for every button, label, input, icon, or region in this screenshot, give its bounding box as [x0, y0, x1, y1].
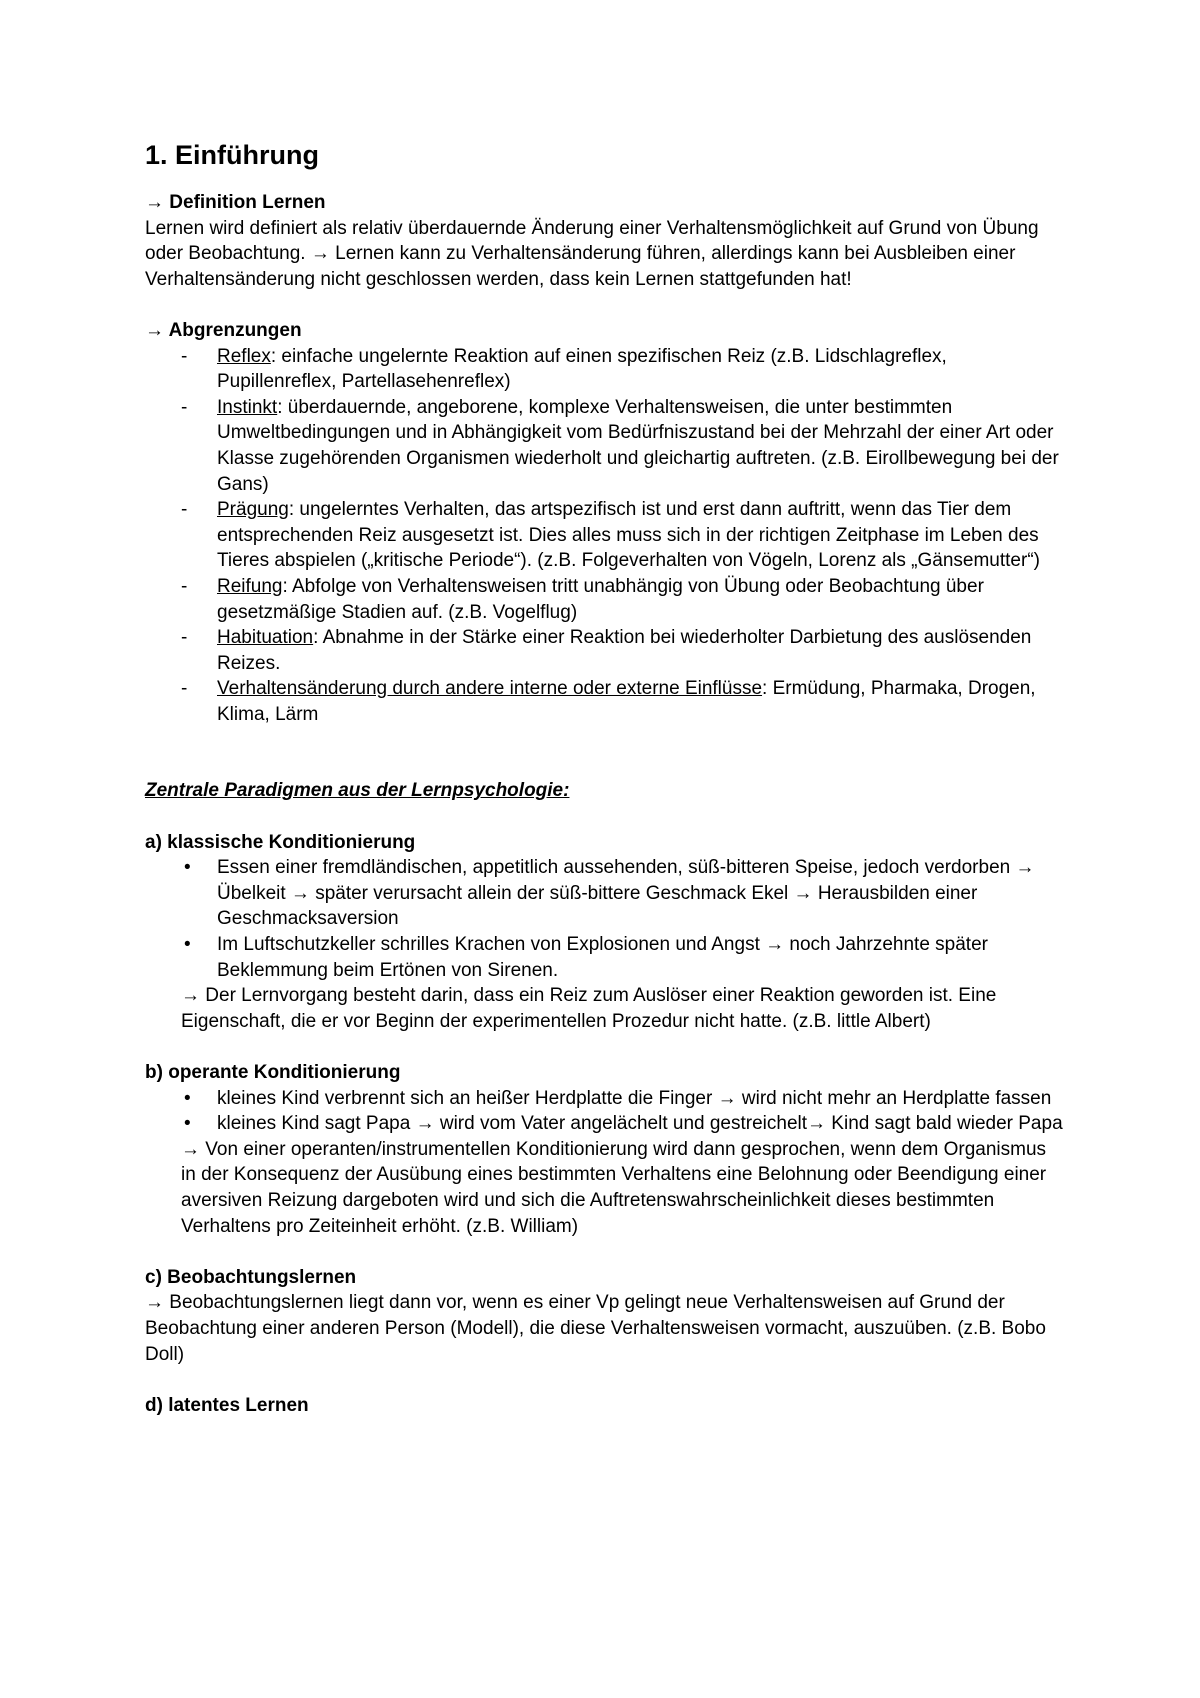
bullet-marker: •	[184, 1087, 191, 1109]
arrow-right-icon: →	[181, 985, 200, 1007]
dash-marker: -	[181, 627, 188, 649]
abgrenzungen-heading	[145, 318, 1065, 344]
arrow-right-icon: →	[145, 319, 164, 341]
term-praegung: Prägung	[217, 499, 289, 521]
bullet-marker: •	[184, 934, 191, 956]
latent-heading: d) latentes Lernen	[145, 1394, 309, 1416]
bullet-marker: •	[184, 857, 191, 879]
list-item	[181, 1086, 1065, 1112]
term-habituation: Habituation	[217, 627, 314, 649]
dash-marker: -	[181, 499, 188, 521]
klassisch-heading: a) klassische Konditionierung	[145, 831, 416, 853]
dash-marker: -	[181, 345, 188, 367]
arrow-right-icon: →	[145, 1292, 164, 1314]
dash-marker: -	[181, 396, 188, 418]
spacer	[145, 804, 1065, 830]
example-text: Essen einer fremdländischen, appetitlich aussehenden, süß-bitteren Speise, jedoch verdorben → Übelkeit → später verursacht allein der süß-bittere Geschmack Ekel → Herausbilden einer Geschmacksaversion	[217, 857, 1035, 930]
example-text: Im Luftschutzkeller schrilles Krachen von Explosionen und Angst → noch Jahrzehnte später Beklemmung beim Ertönen von Sirenen.	[217, 934, 988, 981]
bullet-marker: •	[184, 1113, 191, 1135]
term-description: : Abnahme in der Stärke einer Reaktion bei wiederholter Darbietung des auslösenden Reizes.	[217, 627, 1032, 674]
spacer	[145, 1239, 1065, 1265]
arrow-right-icon: →	[181, 1138, 200, 1160]
term-description: : Ermüdung, Pharmaka, Drogen, Klima, Lärm	[217, 678, 1036, 725]
term-instinkt: Instinkt	[217, 396, 278, 418]
list-item	[181, 497, 1065, 574]
operant-heading: b) operante Konditionierung	[145, 1062, 401, 1083]
example-text: kleines Kind sagt Papa → wird vom Vater angelächelt und gestreichelt→ Kind sagt bald wieder Papa	[217, 1113, 1063, 1135]
term-reflex: Reflex	[217, 345, 271, 367]
operant-conclusion	[145, 1137, 1065, 1239]
definition-text-2: Lernen kann zu Verhaltensänderung führen, allerdings kann bei Ausbleiben einer Verhaltensänderung nicht geschlossen werden, dass kein Lernen stattgefunden hat!	[145, 243, 1016, 290]
spacer	[145, 1034, 1065, 1060]
operant-list	[145, 1086, 1065, 1137]
abgrenzungen-list	[145, 344, 1065, 728]
term-description: : einfache ungelernte Reaktion auf einen spezifischen Reiz (z.B. Lidschlagreflex, Pupillenreflex, Partellasehenreflex)	[217, 345, 947, 393]
spacer	[145, 727, 1065, 778]
list-item	[181, 344, 1065, 395]
term-description: : ungelerntes Verhalten, das artspezifisch ist und erst dann auftritt, wenn das Tier dem entsprechenden Reiz ausgesetzt ist. Dies alles muss sich in der richtigen Zeitphase im Leben des Tieres abspielen („kritische Periode“). (z.B. Folgeverhalten von Vögeln, Lorenz als „Gänsemutter“)	[217, 499, 1040, 572]
list-item	[181, 676, 1065, 727]
list-item	[181, 932, 1065, 983]
spacer	[145, 1367, 1065, 1393]
paradigmen-heading: Zentrale Paradigmen aus der Lernpsychologie:	[145, 780, 570, 802]
beobachtung-paragraph	[145, 1290, 1065, 1367]
conclusion-text: Der Lernvorgang besteht darin, dass ein Reiz zum Auslöser einer Reaktion geworden ist. Eine Eigenschaft, die er vor Beginn der experimentellen Prozedur nicht hatte. (z.B. little Albert)	[181, 985, 997, 1032]
list-item	[181, 574, 1065, 625]
dash-marker: -	[181, 575, 188, 597]
conclusion-text: Von einer operanten/instrumentellen Konditionierung wird dann gesprochen, wenn dem Organismus in der Konsequenz der Ausübung eines bestimmten Verhaltens eine Belohnung oder Beendigung einer aversiven Reizung dargeboten wird und sich die Auftretenswahrscheinlichkeit dieses bestimmten Verhaltens pro Zeiteinheit erhöht. (z.B. William)	[181, 1138, 1047, 1237]
abgrenzungen-title: Abgrenzungen	[168, 319, 302, 341]
klassisch-list	[145, 855, 1065, 983]
definition-text-1: Lernen wird definiert als relativ überdauernde Änderung einer Verhaltensmöglichkeit auf Grund von Übung oder Beobachtung.	[145, 217, 1039, 265]
definition-heading	[145, 190, 1065, 216]
term-description: : Abfolge von Verhaltensweisen tritt unabhängig von Übung oder Beobachtung über gesetzmäßige Stadien auf. (z.B. Vogelflug)	[217, 575, 984, 623]
beobachtung-text: Beobachtungslernen liegt dann vor, wenn es einer Vp gelingt neue Verhaltensweisen auf Grund der Beobachtung einer anderen Person (Modell), die diese Verhaltensweisen vormacht, auszuüben. (z.B. Bobo Doll)	[145, 1292, 1046, 1365]
list-item	[181, 625, 1065, 676]
klassisch-conclusion	[145, 983, 1065, 1034]
document-content	[145, 138, 1065, 1418]
dash-marker: -	[181, 678, 188, 700]
term-description: : überdauernde, angeborene, komplexe Verhaltensweisen, die unter bestimmten Umweltbedingungen und in Abhängigkeit vom Bedürfniszustand bei der Mehrzahl der einer Art oder Klasse zugehörenden Organismen wiederholt und gleichartig auftreten. (z.B. Eirollbewegung bei der Gans)	[217, 396, 1059, 495]
term-verhaltensaenderung: Verhaltensänderung durch andere interne oder externe Einflüsse	[217, 678, 763, 700]
chapter-heading: 1. Einführung	[145, 140, 319, 170]
list-item	[181, 395, 1065, 497]
definition-title: Definition Lernen	[169, 192, 326, 213]
spacer	[145, 292, 1065, 318]
list-item	[181, 1111, 1065, 1137]
definition-paragraph	[145, 216, 1065, 293]
term-reifung: Reifung	[217, 575, 283, 597]
arrow-right-icon: →	[310, 243, 330, 265]
list-item	[181, 855, 1065, 932]
arrow-right-icon: →	[145, 192, 164, 213]
example-text: kleines Kind verbrennt sich an heißer Herdplatte die Finger → wird nicht mehr an Herdplatte fassen	[217, 1087, 1052, 1109]
beobachtung-heading: c) Beobachtungslernen	[145, 1266, 357, 1288]
